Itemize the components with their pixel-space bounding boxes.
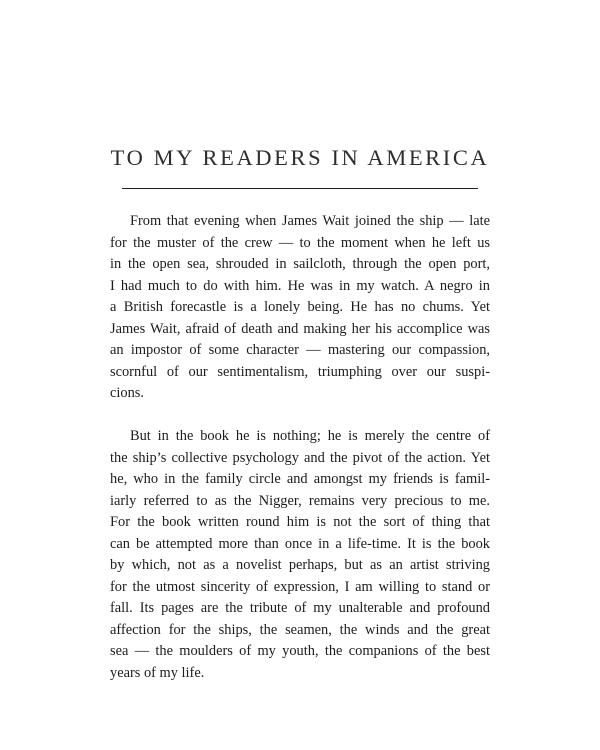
text-line: for the utmost sincerity of expression, I am willing to stand or	[110, 578, 490, 595]
text-line: for the muster of the crew — to the moment when he left us	[110, 234, 490, 251]
text-line: James Wait, afraid of death and making her his accomplice was	[110, 320, 490, 337]
title-underline-rule	[122, 188, 478, 189]
text-line: he, who in the family circle and amongst my friends is famil-	[110, 471, 490, 487]
text-line: sea — the moulders of my youth, the companions of the best	[110, 643, 490, 659]
text-line: the ship’s collective psychology and the pivot of the action. Yet	[110, 449, 490, 466]
text-line: in the open sea, shrouded in sailcloth, through the open port,	[110, 256, 490, 272]
text-line: But in the book he is nothing; he is merely the centre of	[130, 428, 490, 444]
text-line: years of my life.	[110, 664, 205, 681]
text-line: cions.	[110, 385, 144, 401]
body-text	[110, 211, 490, 684]
text-line: I had much to do with him. He was in my watch. A negro in	[110, 277, 490, 294]
text-line: For the book written round him is not the sort of thing that	[110, 514, 490, 530]
paragraph-1	[110, 211, 490, 405]
text-line: can be attempted more than once in a life-time. It is the book	[110, 535, 490, 552]
text-line: an impostor of some character — mastering our compassion,	[110, 342, 490, 358]
chapter-title: TO MY READERS IN AMERICA	[110, 145, 490, 170]
text-line: by which, not as a novelist perhaps, but as an artist striving	[110, 557, 490, 573]
text-line: iarly referred to as the Nigger, remains very precious to me.	[110, 492, 490, 509]
text-line: affection for the ships, the seamen, the winds and the great	[110, 621, 490, 638]
text-line: scornful of our sentimentalism, triumphing over our suspi-	[110, 363, 490, 380]
text-line: From that evening when James Wait joined the ship — late	[130, 213, 490, 229]
text-line: a British forecastle is a lonely being. He has no chums. Yet	[110, 299, 490, 315]
text-line: fall. Its pages are the tribute of my unalterable and profound	[110, 600, 491, 616]
paragraph-2	[110, 426, 490, 684]
